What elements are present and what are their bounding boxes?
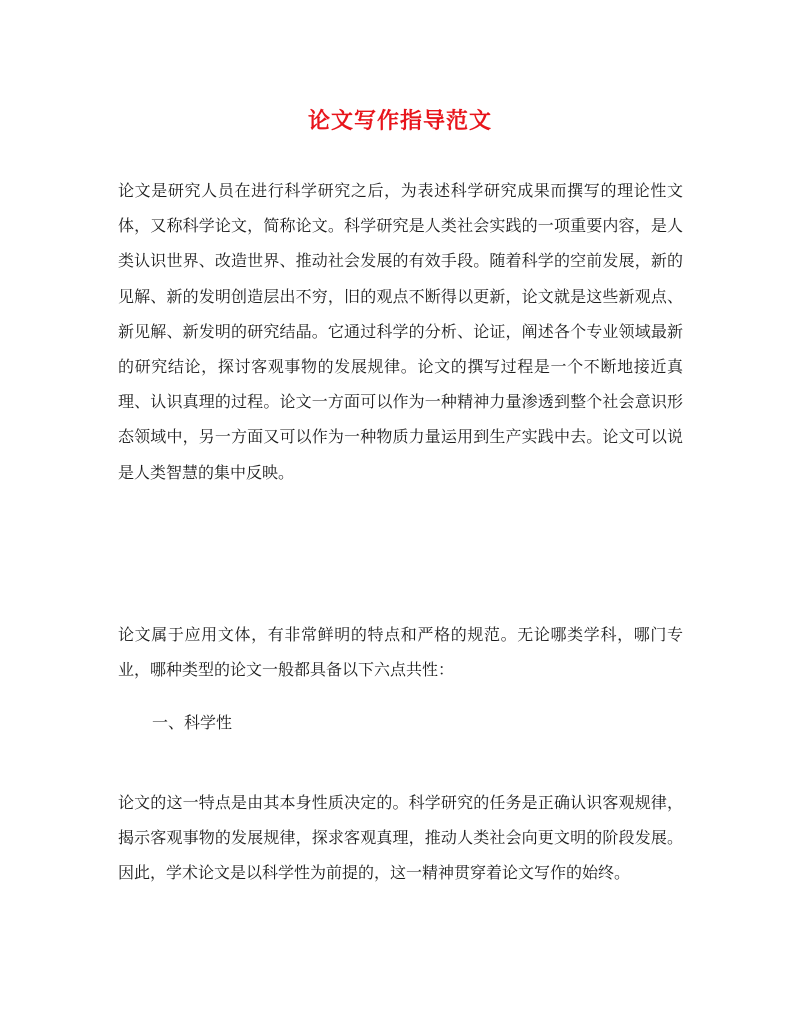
paragraph-scientific: 论文的这一特点是由其本身性质决定的。科学研究的任务是正确认识客观规律，揭示客观事物的发展规律，探求客观真理，推动人类社会向更文明的阶段发展。因此，学术论文是以科学性为前提的，这一精神贯穿着论文写作的始终。 — [118, 793, 683, 883]
paragraph-intro: 论文是研究人员在进行科学研究之后，为表述科学研究成果而撰写的理论性文体，又称科学论文，简称论文。科学研究是人类社会实践的一项重要内容，是人类认识世界、改造世界、推动社会发展的有效手段。随着科学的空前发展，新的见解、新的发明创造层出不穷，旧的观点不断得以更新，论文就是这些新观点、新见解、新发明的研究结晶。它通过科学的分析、论证，阐述各个专业领域最新的研究结论，探讨客观事物的发展规律。论文的撰写过程是一个不断地接近真理、认识真理的过程。论文一方面可以作为一种精神力量渗透到整个社会意识形态领域中，另一方面又可以作为一种物质力量运用到生产实践中去。论文可以说是人类智慧的集中反映。 — [118, 181, 683, 482]
paragraph-characteristics: 论文属于应用文体，有非常鲜明的特点和严格的规范。无论哪类学科，哪门专业，哪种类型的论文一般都具备以下六点共性： — [118, 625, 683, 680]
document-title: 论文写作指导范文 — [307, 108, 492, 134]
section-heading-scientific: 一、科学性 — [152, 713, 233, 732]
